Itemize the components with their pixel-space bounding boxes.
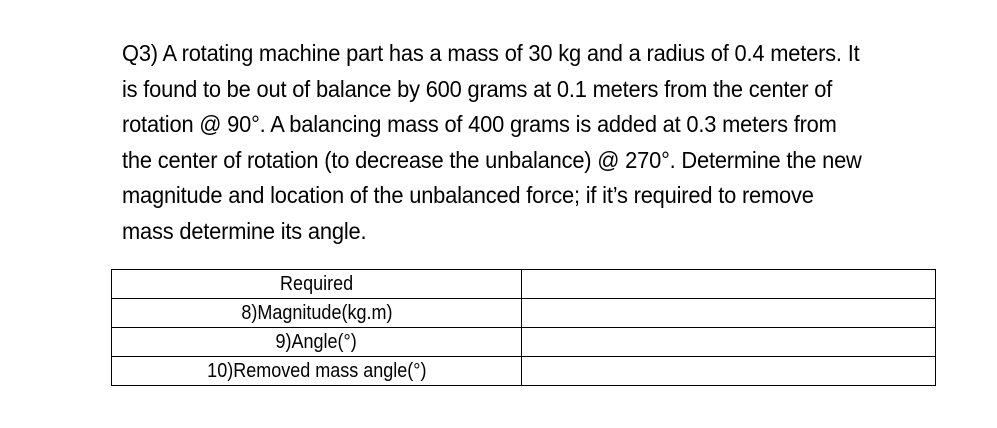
answer-cell-removed-mass-angle[interactable] (522, 357, 936, 386)
row-label: Required (279, 273, 354, 295)
answer-table (111, 269, 936, 386)
row-label: 8)Magnitude(kg.m) (240, 302, 393, 324)
row-label-magnitude (112, 299, 522, 328)
answer-cell-angle[interactable] (522, 328, 936, 357)
table-row (112, 357, 936, 386)
row-label: 9)Angle(°) (275, 331, 358, 353)
question-text: Q3) A rotating machine part has a mass of 30 kg and a radius of 0.4 meters. It is found to be out of balance by 600 grams at 0.1 meters from the center of rotation @ 90°. A balancing mass of 400 grams is added at 0.3 meters from the center of rotation (to decrease the unbalance) @ 270°. Determine the new magnitude and location of the unbalanced force; if it’s required to remove mass determine its angle. (122, 40, 862, 244)
answer-cell-magnitude[interactable] (522, 299, 936, 328)
table-header-required (112, 270, 522, 299)
row-label-removed-mass-angle (112, 357, 522, 386)
table-row (112, 270, 936, 299)
row-label-angle (112, 328, 522, 357)
answer-cell-required[interactable] (522, 270, 936, 299)
row-label: 10)Removed mass angle(°) (206, 360, 427, 382)
table-row (112, 299, 936, 328)
table-row (112, 328, 936, 357)
